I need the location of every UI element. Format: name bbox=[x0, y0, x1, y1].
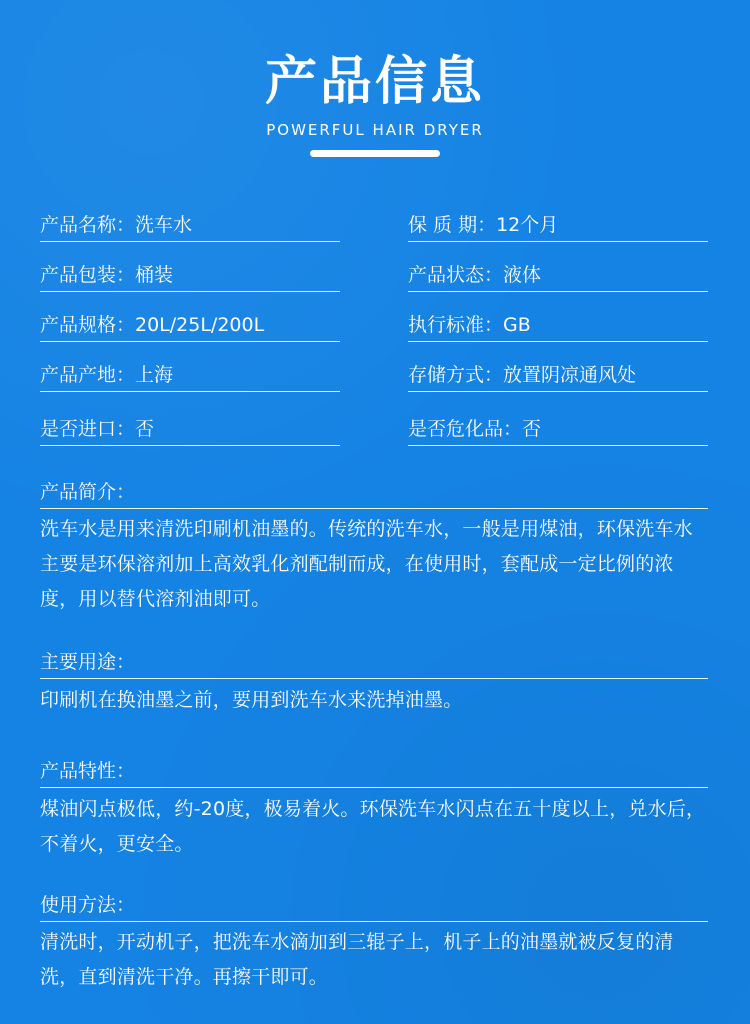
usage-text: 印刷机在换油墨之前，要用到洗车水来洗掉油墨。 bbox=[40, 689, 463, 711]
usage-label: 主要用途： bbox=[40, 648, 708, 679]
shelf-life: 保 质 期：12个月 bbox=[408, 211, 708, 242]
method-text: 清洗时，开动机子，把洗车水滴加到三辊子上，机子上的油墨就被反复的清洗，直到清洗干净。再擦干即可。 bbox=[40, 931, 674, 988]
is-imported: 是否进口：否 bbox=[40, 415, 340, 446]
product-spec: 产品规格：20L/25L/200L bbox=[40, 311, 340, 342]
storage-method: 存储方式：放置阴凉通风处 bbox=[408, 361, 708, 392]
is-hazardous: 是否危化品：否 bbox=[408, 415, 708, 446]
product-name: 产品名称：洗车水 bbox=[40, 211, 340, 242]
product-state: 产品状态：液体 bbox=[408, 261, 708, 292]
title-underline bbox=[310, 150, 440, 157]
execution-standard: 执行标准：GB bbox=[408, 311, 708, 342]
page-title: 产品信息 bbox=[264, 52, 485, 112]
features-label: 产品特性： bbox=[40, 757, 708, 788]
intro-text: 洗车水是用来清洗印刷机油墨的。传统的洗车水，一般是用煤油，环保洗车水主要是环保溶剂加上高效乳化剂配制而成，在使用时，套配成一定比例的浓度，用以替代溶剂油即可。 bbox=[40, 518, 693, 610]
intro-label: 产品简介： bbox=[40, 478, 708, 509]
product-packaging: 产品包装：桶装 bbox=[40, 261, 340, 292]
product-origin: 产品产地：上海 bbox=[40, 361, 340, 392]
features-text: 煤油闪点极低，约-20度，极易着火。环保洗车水闪点在五十度以上，兑水后，不着火，更安全。 bbox=[40, 798, 706, 855]
method-label: 使用方法： bbox=[40, 891, 708, 922]
page-subtitle: POWERFUL HAIR DRYER bbox=[266, 121, 484, 139]
